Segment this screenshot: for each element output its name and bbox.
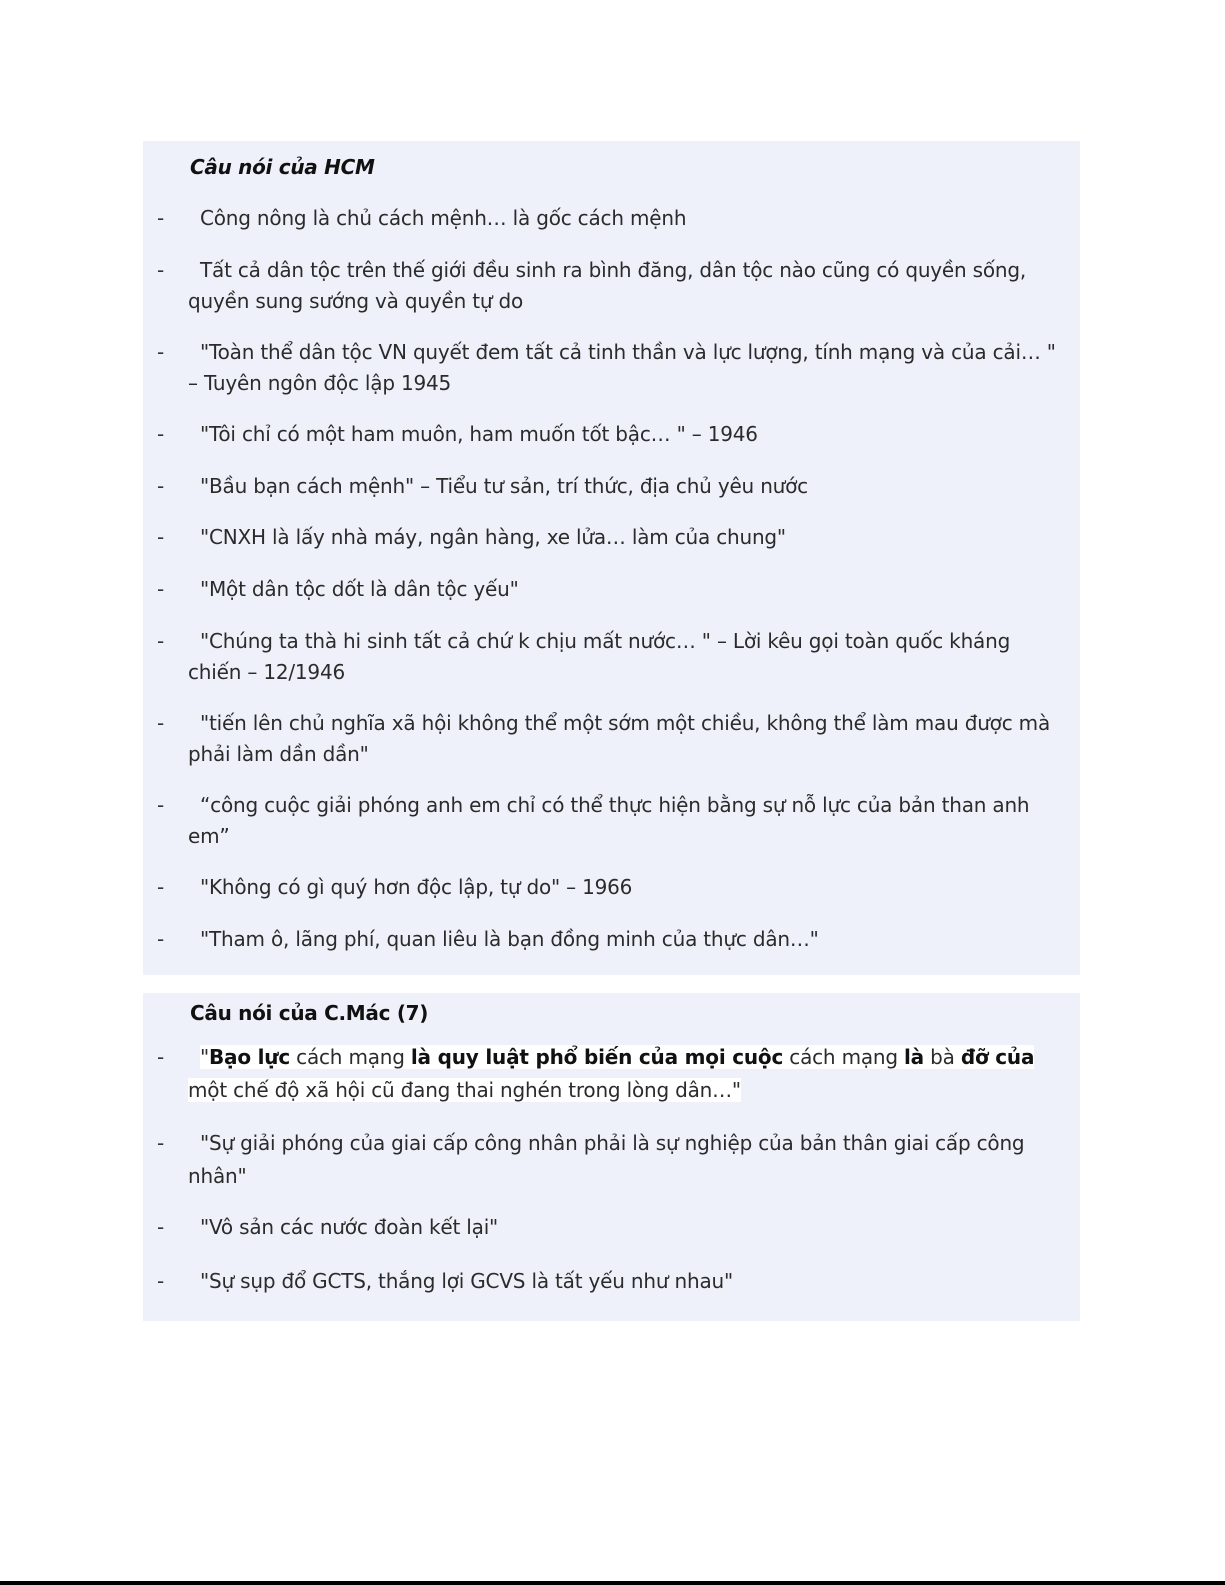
quote-text: "CNXH là lấy nhà máy, ngân hàng, xe lửa… làm của chung" (200, 525, 786, 549)
list-item (143, 419, 1063, 450)
quote-text: "Vô sản các nước đoàn kết lại" (200, 1215, 499, 1239)
bold-phrase: đỡ của (960, 1045, 1035, 1069)
list-dash: - (157, 206, 165, 230)
list-item (143, 471, 1063, 502)
quote-text: Tất cả dân tộc trên thế giới đều sinh ra bình đăng, dân tộc nào cũng có quyền sống, quyền sung sướng và quyền tự do (188, 258, 1027, 313)
quote-text: “công cuộc giải phóng anh em chỉ có thể thực hiện bằng sự nỗ lực của bản than anh em” (188, 793, 1030, 848)
list-item (143, 626, 1063, 688)
list-item (143, 1212, 1063, 1243)
list-dash: - (157, 927, 165, 951)
quote-text: "Toàn thể dân tộc VN quyết đem tất cả tinh thần và lực lượng, tính mạng và của cải… " – Tuyên ngôn độc lập 1945 (188, 340, 1056, 395)
list-dash: - (157, 1269, 165, 1293)
list-dash: - (157, 1215, 165, 1239)
list-dash: - (157, 1131, 165, 1155)
list-dash: - (157, 258, 165, 282)
quote-text: "tiến lên chủ nghĩa xã hội không thể một sớm một chiều, không thể làm mau được mà phải làm dần dần" (188, 711, 1051, 766)
plain-phrase: một chế độ xã hội cũ đang thai nghén trong lòng dân…" (188, 1078, 741, 1102)
list-dash: - (157, 1045, 165, 1069)
list-item (143, 1041, 1063, 1107)
quote-text: Công nông là chủ cách mệnh… là gốc cách mệnh (200, 206, 687, 230)
quote-text: "Bầu bạn cách mệnh" – Tiểu tư sản, trí thức, địa chủ yêu nước (200, 474, 808, 498)
list-item (143, 337, 1063, 399)
quote-lead: " (200, 1045, 209, 1069)
marx-section-title: Câu nói của C.Mác (7) (190, 1001, 429, 1025)
page-bottom-edge (0, 1581, 1225, 1585)
bold-phrase: Bạo lực (209, 1045, 290, 1069)
list-item (143, 1127, 1063, 1193)
quote-text: "Tham ô, lãng phí, quan liêu là bạn đồng minh của thực dân…" (200, 927, 819, 951)
list-item (143, 255, 1063, 317)
highlighted-quote (188, 1045, 1034, 1102)
list-dash: - (157, 629, 165, 653)
list-item (143, 1266, 1063, 1297)
list-dash: - (157, 875, 165, 899)
quote-text: "Sự sụp đổ GCTS, thắng lợi GCVS là tất yếu như nhau" (200, 1269, 733, 1293)
hcm-quotes-section (143, 141, 1080, 975)
quote-text: "Một dân tộc dốt là dân tộc yếu" (200, 577, 519, 601)
list-dash: - (157, 474, 165, 498)
list-item (143, 522, 1063, 553)
list-dash: - (157, 711, 165, 735)
quote-text: "Chúng ta thà hi sinh tất cả chứ k chịu mất nước… " – Lời kêu gọi toàn quốc kháng chiến – 12/1946 (188, 629, 1011, 684)
list-dash: - (157, 793, 165, 817)
plain-phrase: bà (923, 1045, 961, 1069)
plain-phrase: cách mạng (290, 1045, 411, 1069)
hcm-section-title: Câu nói của HCM (190, 155, 375, 179)
quote-text (143, 1041, 1063, 1107)
bold-phrase: là (904, 1045, 924, 1069)
marx-quotes-section (143, 993, 1080, 1321)
list-item (143, 924, 1063, 955)
list-item (143, 790, 1063, 852)
list-item (143, 708, 1063, 770)
list-dash: - (157, 340, 165, 364)
list-item (143, 574, 1063, 605)
quote-text: "Không có gì quý hơn độc lập, tự do" – 1966 (200, 875, 633, 899)
list-dash: - (157, 577, 165, 601)
quote-text: "Sự giải phóng của giai cấp công nhân phải là sự nghiệp của bản thân giai cấp công nhân" (188, 1131, 1025, 1188)
quote-text: "Tôi chỉ có một ham muôn, ham muốn tốt bậc… " – 1946 (200, 422, 758, 446)
list-dash: - (157, 422, 165, 446)
list-dash: - (157, 525, 165, 549)
plain-phrase: cách mạng (783, 1045, 905, 1069)
bold-phrase: là quy luật phổ biến của mọi cuộc (410, 1045, 784, 1069)
list-item (143, 203, 1063, 234)
list-item (143, 872, 1063, 903)
